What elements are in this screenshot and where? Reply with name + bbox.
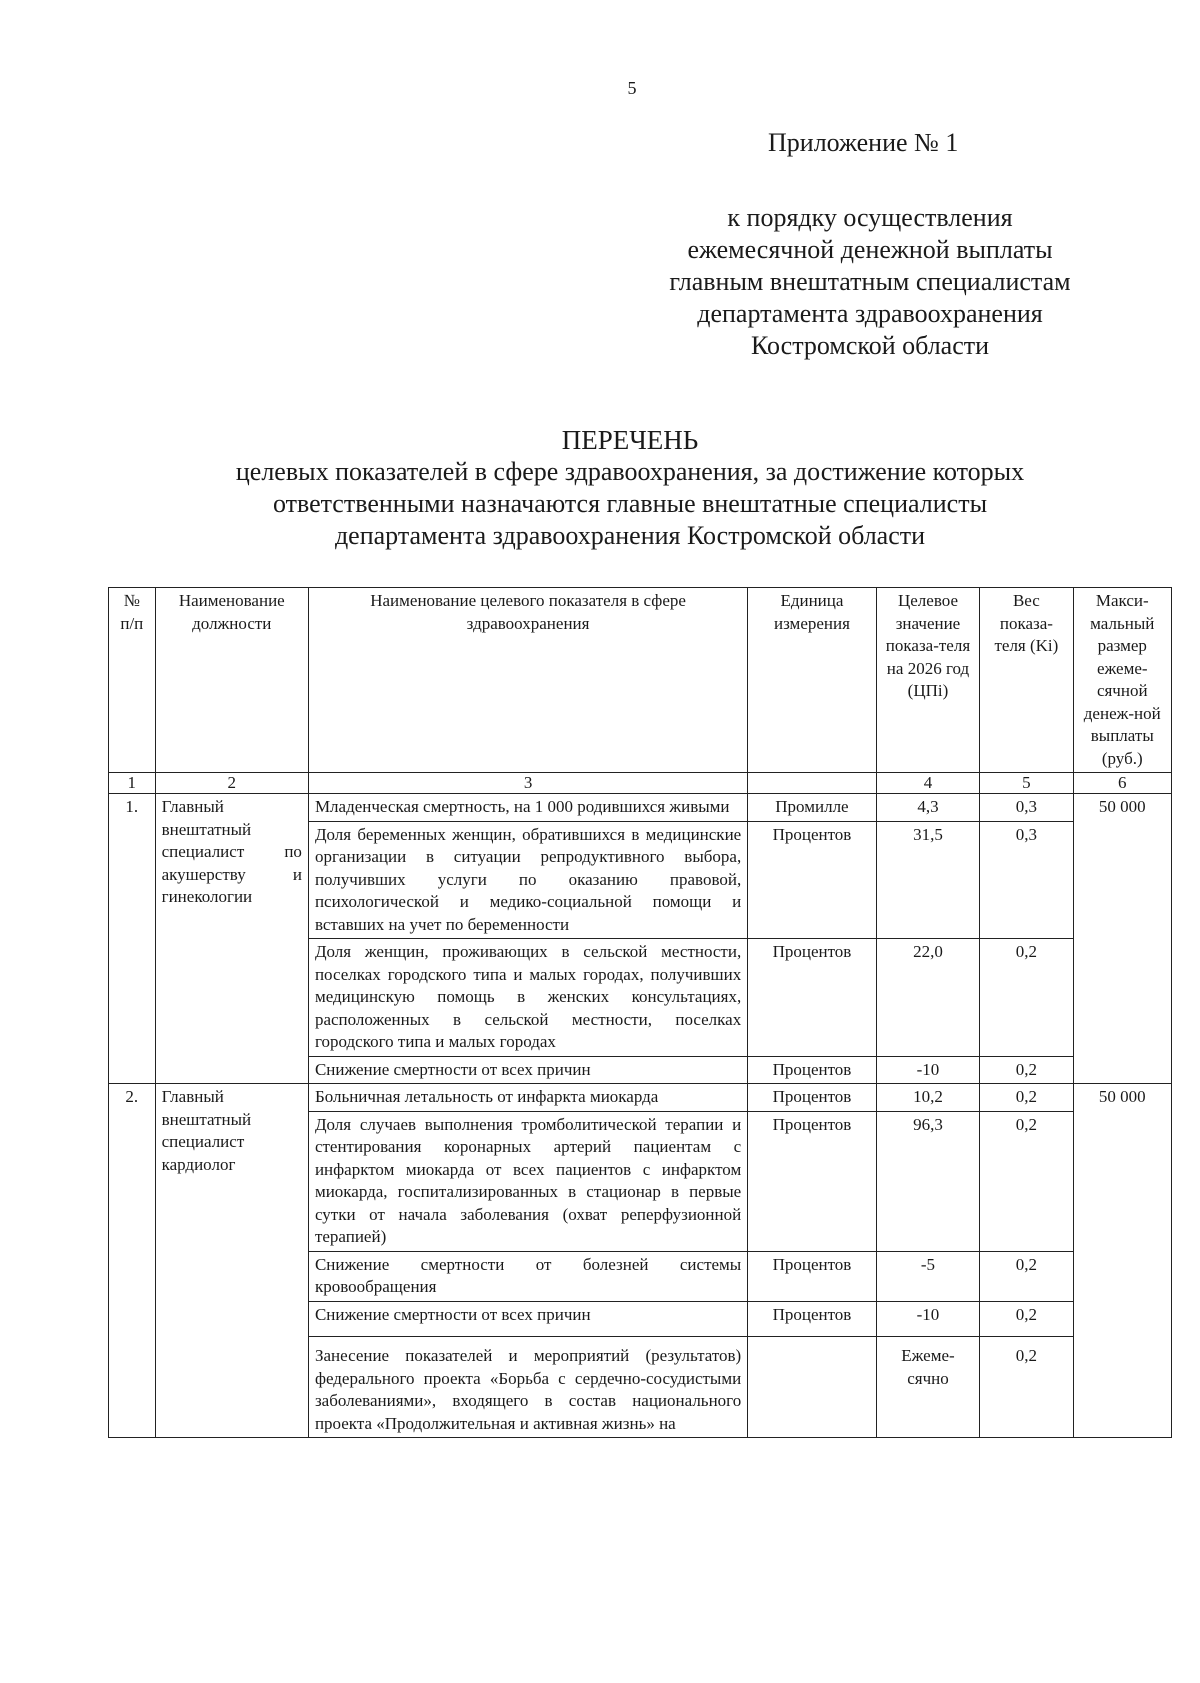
max-payment-cell: 50 000 [1073,794,1171,1084]
column-number-cell: 4 [876,773,980,794]
indicator-cell: Снижение смертности от всех причин [308,1056,747,1084]
column-number-row [109,773,1172,794]
weight-cell: 0,2 [980,1301,1073,1337]
indicator-cell: Младенческая смертность, на 1 000 родившихся живыми [308,794,747,822]
weight-cell: 0,3 [980,794,1073,822]
header-cell-number: № п/п [109,588,156,773]
appendix-subtitle-line: ежемесячной денежной выплаты [687,235,1053,264]
header-cell-position: Наименование должности [155,588,308,773]
unit-cell [748,1337,876,1438]
target-indicators-table [108,587,1172,1438]
indicator-cell: Больничная летальность от инфаркта миокарда [308,1084,747,1112]
indicator-cell: Занесение показателей и мероприятий (результатов) федерального проекта «Борьба с сердечно-сосудистыми заболеваниями», входящего в состав национального проекта «Продолжительная и активная жизнь» на [308,1337,747,1438]
column-number-cell: 6 [1073,773,1171,794]
appendix-subtitle-line: главным внештатным специалистам [669,267,1071,296]
appendix-subtitle-line: Костромской области [750,331,990,360]
appendix-title: Приложение № 1 [768,128,959,157]
indicator-cell: Доля женщин, проживающих в сельской местности, поселках городского типа и малых городах, получивших медицинскую помощь в женских консультациях, расположенных в сельской местности, поселках городского типа и малых городах [308,939,747,1057]
target-cell: -10 [876,1056,980,1084]
appendix-subtitle [620,202,1120,362]
header-cell-target: Целевое значение показа-теля на 2026 год (ЦПi) [876,588,980,773]
table-header-row [109,588,1172,773]
max-payment-cell: 50 000 [1073,1084,1171,1438]
target-cell: 22,0 [876,939,980,1057]
header-cell-weight: Вес показа-теля (Ki) [980,588,1073,773]
indicator-cell: Снижение смертности от всех причин [308,1301,747,1337]
document-title: ПЕРЕЧЕНЬ [561,425,699,455]
indicator-cell: Снижение смертности от болезней системы кровообращения [308,1251,747,1301]
target-cell: Ежеме-сячно [876,1337,980,1438]
position-cell: Главный внештатный специалист по акушерству и гинекологии [155,794,308,1084]
header-cell-indicator: Наименование целевого показателя в сфере здравоохранения [308,588,747,773]
position-cell: Главный внештатный специалист кардиолог [155,1084,308,1438]
unit-cell: Процентов [748,1084,876,1112]
weight-cell: 0,2 [980,1251,1073,1301]
header-cell-max-payment: Макси-мальный размер ежеме-сячной денеж-ной выплаты (руб.) [1073,588,1171,773]
unit-cell: Процентов [748,1301,876,1337]
target-cell: 4,3 [876,794,980,822]
column-number-cell: 3 [308,773,747,794]
unit-cell: Процентов [748,1251,876,1301]
table-row [109,794,1172,822]
weight-cell: 0,2 [980,1084,1073,1112]
row-number-cell: 1. [109,794,156,1084]
row-number-cell: 2. [109,1084,156,1438]
weight-cell: 0,3 [980,821,1073,939]
indicator-cell: Доля случаев выполнения тромболитической терапии и стентирования коронарных артерий пациентам с инфарктом миокарда от всех пациентов с инфарктом миокарда, госпитализированных в стационар в первые сутки от начала заболевания (охват реперфузионной терапией) [308,1111,747,1251]
weight-cell: 0,2 [980,939,1073,1057]
column-number-cell: 2 [155,773,308,794]
header-cell-unit: Единица измерения [748,588,876,773]
unit-cell: Процентов [748,1056,876,1084]
column-number-cell [748,773,876,794]
column-number-cell: 1 [109,773,156,794]
document-heading-line: ответственными назначаются главные внештатные специалисты [272,489,988,518]
target-cell: -5 [876,1251,980,1301]
target-cell: 10,2 [876,1084,980,1112]
column-number-cell: 5 [980,773,1073,794]
unit-cell: Промилле [748,794,876,822]
document-heading-line: целевых показателей в сфере здравоохранения, за достижение которых [235,457,1025,486]
document-heading-line: департамента здравоохранения Костромской области [334,521,926,550]
weight-cell: 0,2 [980,1337,1073,1438]
weight-cell: 0,2 [980,1056,1073,1084]
appendix-subtitle-line: департамента здравоохранения [697,299,1043,328]
document-heading [150,424,1110,552]
table-row [109,1084,1172,1112]
unit-cell: Процентов [748,1111,876,1251]
weight-cell: 0,2 [980,1111,1073,1251]
indicator-cell: Доля беременных женщин, обратившихся в медицинские организации в ситуации репродуктивного выбора, получивших услуги по оказанию правовой, психологической и медико-социальной помощи и вставших на учет по беременности [308,821,747,939]
unit-cell: Процентов [748,821,876,939]
target-cell: -10 [876,1301,980,1337]
unit-cell: Процентов [748,939,876,1057]
page-number: 5 [627,78,637,98]
target-cell: 31,5 [876,821,980,939]
target-cell: 96,3 [876,1111,980,1251]
appendix-subtitle-line: к порядку осуществления [727,203,1013,232]
